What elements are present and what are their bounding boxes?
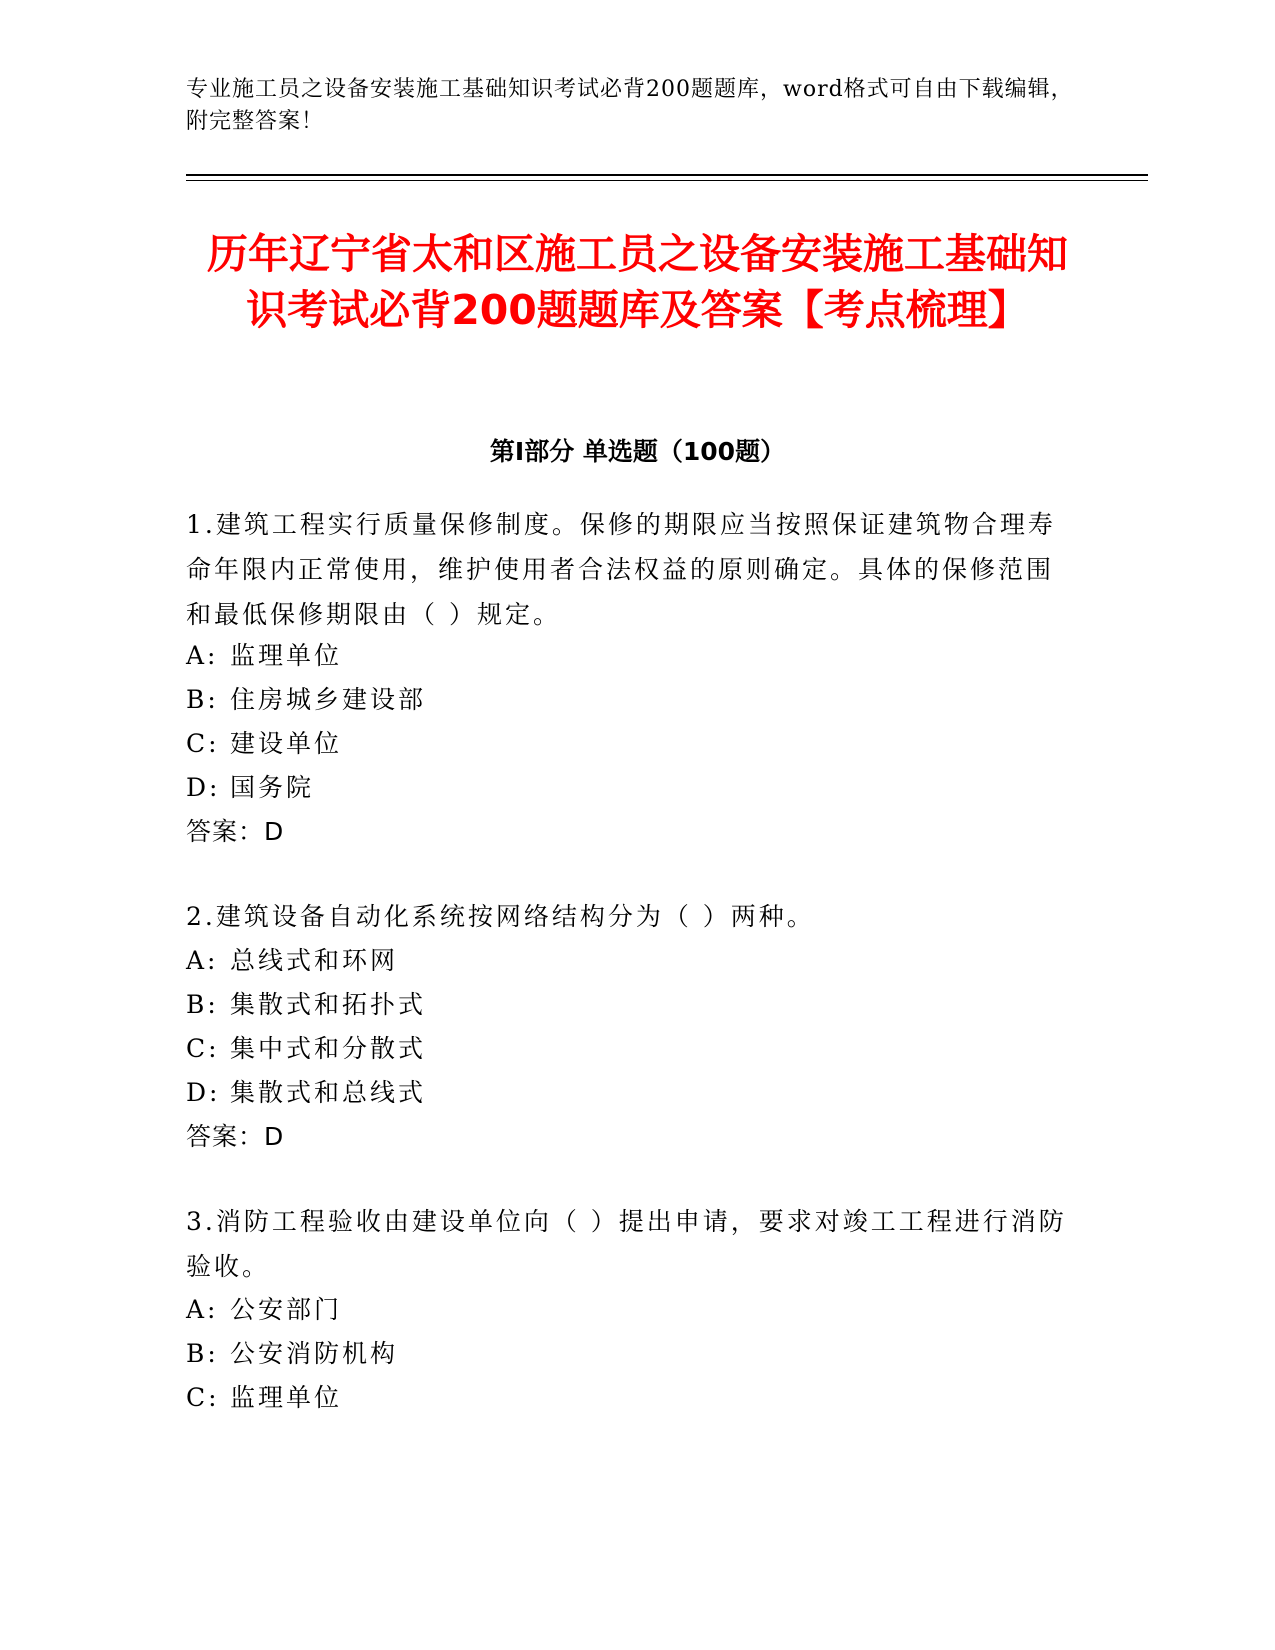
option-text: 公安部门	[230, 1295, 343, 1324]
question-2-option-a	[186, 938, 1081, 983]
question-3-option-c	[186, 1375, 1081, 1420]
option-letter: A:	[186, 641, 219, 670]
option-text: 监理单位	[230, 641, 343, 670]
question-3-option-b	[186, 1331, 1081, 1376]
option-letter: B:	[186, 990, 219, 1019]
option-text: 集散式和总线式	[230, 1078, 427, 1107]
option-letter: B:	[186, 1339, 219, 1368]
option-text: 集散式和拓扑式	[230, 990, 427, 1019]
option-text: 住房城乡建设部	[230, 685, 427, 714]
question-2-option-d	[186, 1070, 1081, 1115]
option-text: 公安消防机构	[230, 1339, 399, 1368]
option-letter: A:	[186, 946, 219, 975]
option-text: 总线式和环网	[230, 946, 399, 975]
question-1-stem: 1.建筑工程实行质量保修制度。保修的期限应当按照保证建筑物合理寿命年限内正常使用，维护使用者合法权益的原则确定。具体的保修范围和最低保修期限由（ ）规定。	[186, 510, 1056, 629]
question-3-stem: 3.消防工程验收由建设单位向（ ）提出申请，要求对竣工工程进行消防验收。	[186, 1207, 1067, 1281]
question-1-option-a	[186, 633, 1081, 678]
question-1-option-b	[186, 677, 1081, 722]
option-letter: B:	[186, 685, 219, 714]
option-text: 建设单位	[230, 729, 343, 758]
option-letter: C:	[186, 729, 220, 758]
question-1-option-d	[186, 765, 1081, 810]
question-2-option-c	[186, 1026, 1081, 1071]
question-2-option-b	[186, 982, 1081, 1027]
header-rule-thick	[186, 174, 1148, 176]
option-letter: D:	[186, 773, 221, 802]
option-letter: A:	[186, 1295, 219, 1324]
question-3-option-a	[186, 1287, 1081, 1332]
section-title: 第I部分 单选题（100题）	[489, 437, 786, 466]
question-1-answer: 答案：D	[186, 817, 285, 846]
question-2-stem: 2.建筑设备自动化系统按网络结构分为（ ）两种。	[186, 902, 815, 931]
option-text: 国务院	[230, 773, 315, 802]
document-title: 历年辽宁省太和区施工员之设备安装施工基础知识考试必背200题题库及答案【考点梳理】	[207, 230, 1068, 334]
option-text: 监理单位	[230, 1383, 343, 1412]
option-letter: C:	[186, 1383, 220, 1412]
question-1-option-c	[186, 721, 1081, 766]
option-letter: D:	[186, 1078, 221, 1107]
option-text: 集中式和分散式	[230, 1034, 427, 1063]
option-letter: C:	[186, 1034, 220, 1063]
question-2-answer: 答案：D	[186, 1122, 285, 1151]
header-rule-thin	[186, 180, 1148, 181]
header-note: 专业施工员之设备安装施工基础知识考试必背200题题库，word格式可自由下载编辑，附完整答案！	[186, 77, 1074, 134]
